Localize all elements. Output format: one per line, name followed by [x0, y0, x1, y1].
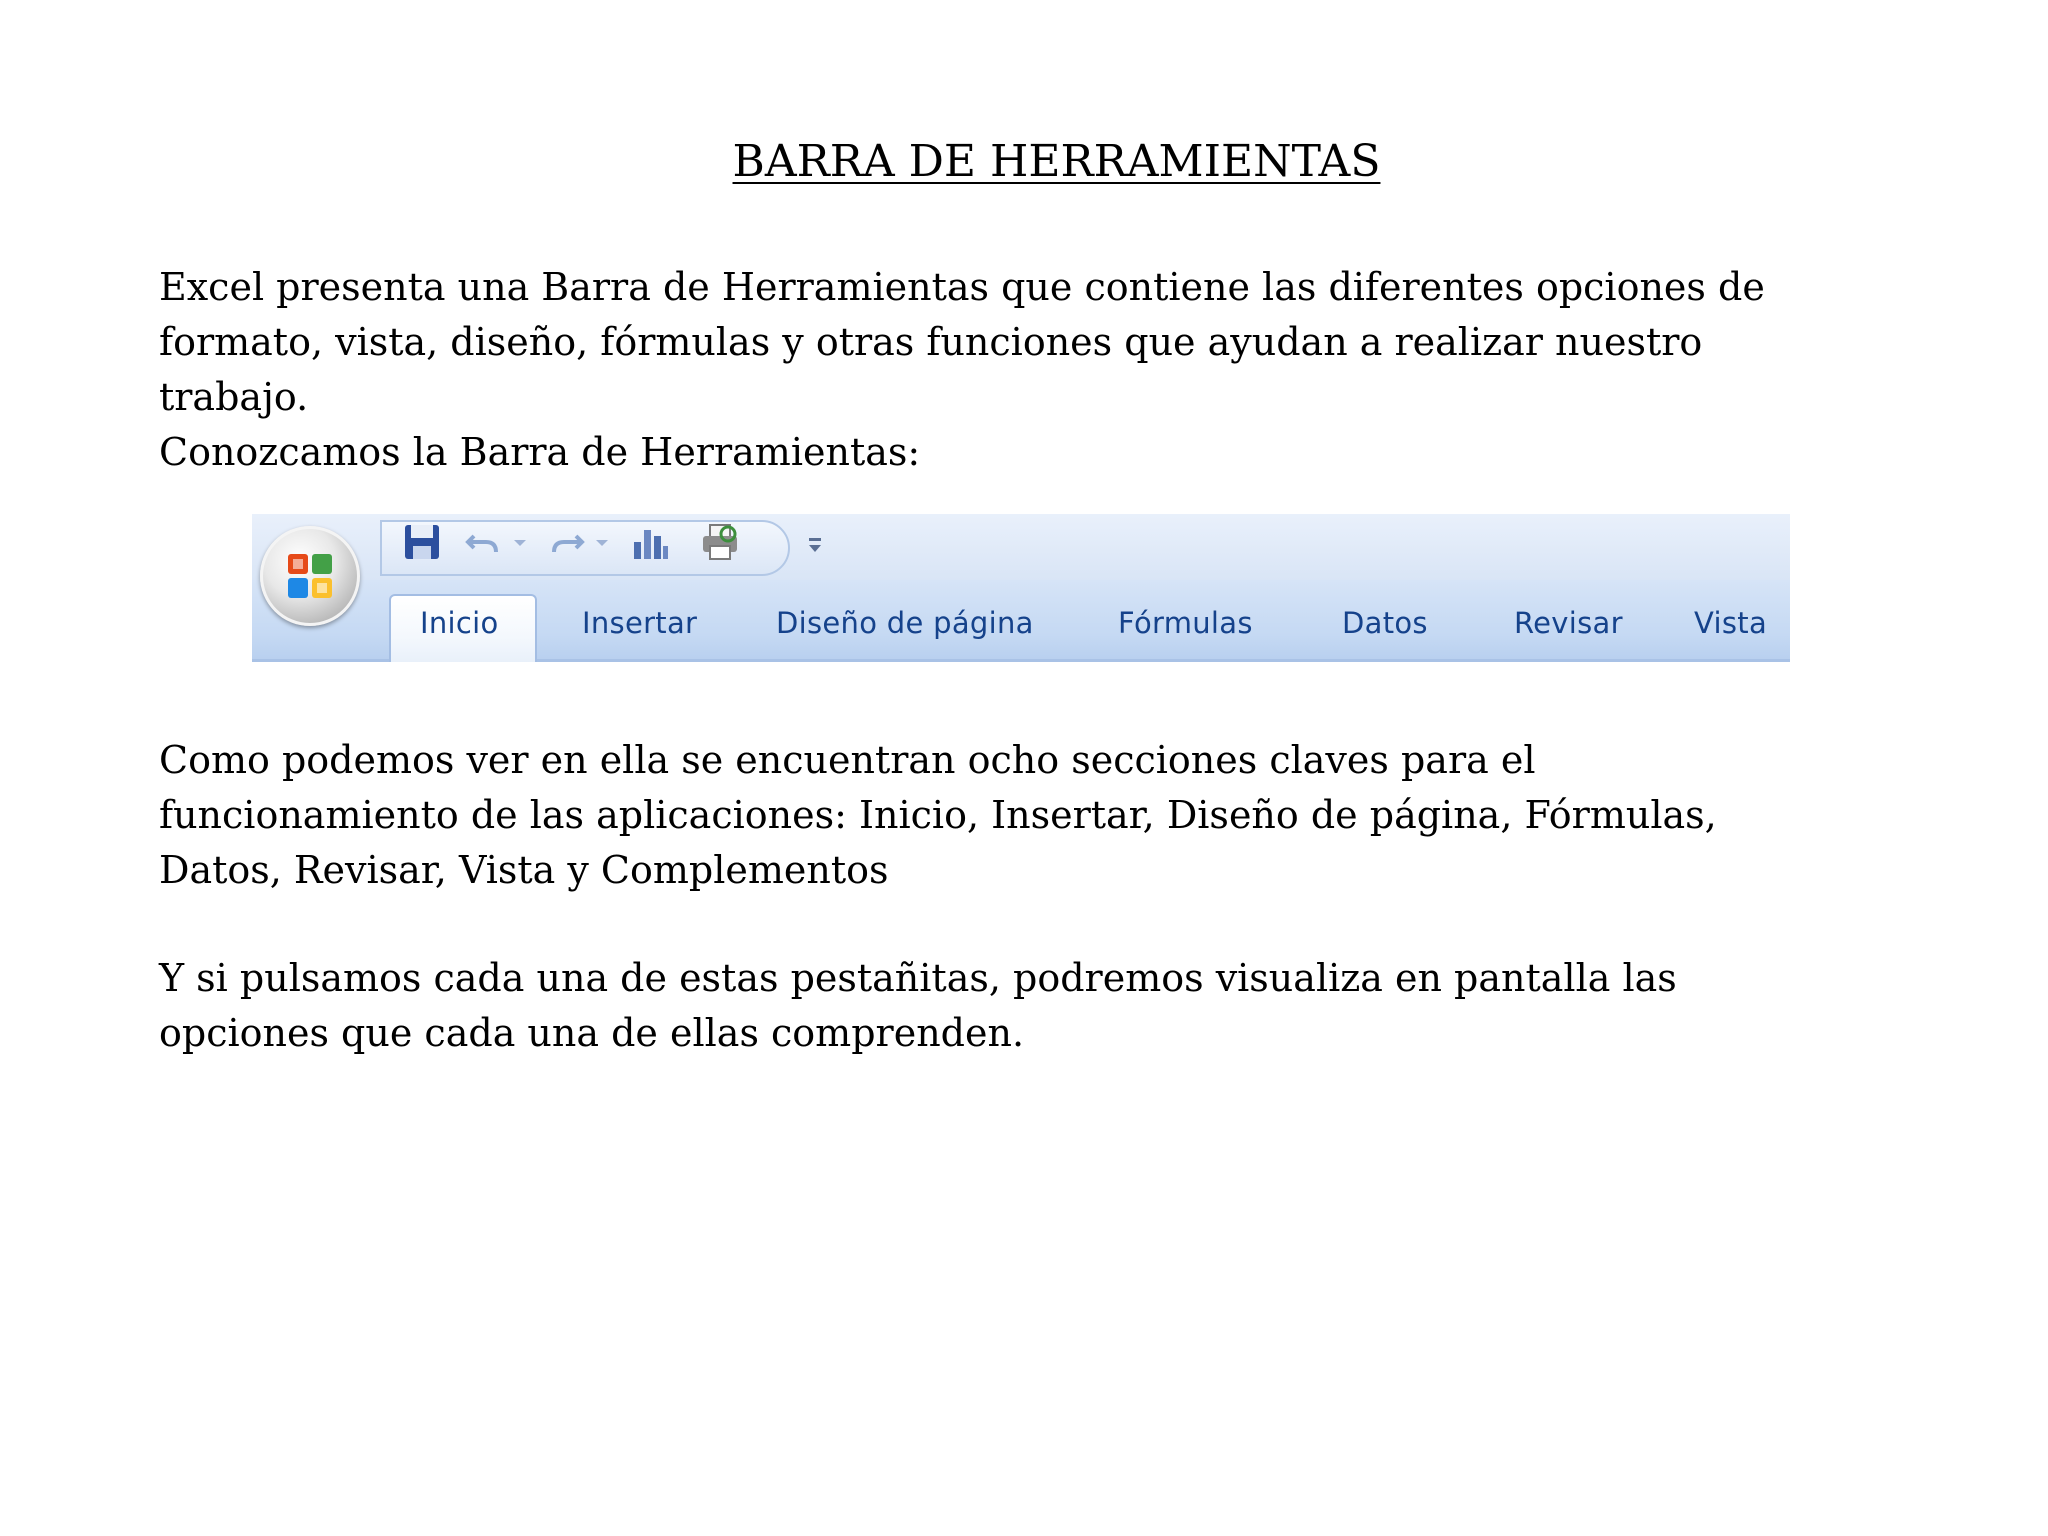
sections-line: Como podemos ver en ella se encuentran ocho secciones claves para el — [159, 738, 1536, 782]
sections-line: Datos, Revisar, Vista y Complementos — [159, 848, 889, 892]
tab-revisar[interactable]: Revisar — [1514, 606, 1623, 640]
page-title: BARRA DE HERRAMIENTAS — [732, 136, 1381, 187]
intro-line: Conozcamos la Barra de Herramientas: — [159, 430, 921, 474]
sections-paragraph — [159, 733, 1949, 898]
save-icon[interactable] — [402, 522, 442, 562]
sections-line: funcionamiento de las aplicaciones: Inicio, Insertar, Diseño de página, Fórmulas, — [159, 793, 1717, 837]
intro-line: formato, vista, diseño, fórmulas y otras funciones que ayudan a realizar nuestro — [159, 320, 1703, 364]
print-preview-icon[interactable] — [700, 522, 740, 562]
tab-diseno-de-pagina[interactable]: Diseño de página — [776, 606, 1034, 640]
tab-vista[interactable]: Vista — [1694, 606, 1768, 640]
tab-inicio[interactable]: Inicio — [420, 606, 499, 640]
tab-formulas[interactable]: Fórmulas — [1118, 606, 1253, 640]
undo-dropdown-icon[interactable] — [510, 522, 530, 562]
tabs-info-line: Y si pulsamos cada una de estas pestañitas, podremos visualiza en pantalla las — [159, 956, 1677, 1000]
tab-insertar[interactable]: Insertar — [582, 606, 698, 640]
tab-datos[interactable]: Datos — [1342, 606, 1428, 640]
redo-dropdown-icon[interactable] — [592, 522, 612, 562]
redo-icon[interactable] — [546, 522, 586, 562]
intro-line: Excel presenta una Barra de Herramientas que contiene las diferentes opciones de — [159, 265, 1765, 309]
excel-ribbon-screenshot — [252, 514, 1790, 662]
office-button[interactable] — [260, 526, 360, 626]
tabs-info-paragraph — [159, 951, 1949, 1061]
tabs-info-line: opciones que cada una de ellas comprenden. — [159, 1011, 1025, 1055]
intro-paragraph — [159, 260, 1949, 480]
customize-dropdown-icon[interactable] — [804, 532, 826, 560]
chart-icon[interactable] — [630, 522, 670, 562]
office-logo-icon — [284, 550, 336, 602]
intro-line: trabajo. — [159, 375, 309, 419]
undo-icon[interactable] — [464, 522, 504, 562]
